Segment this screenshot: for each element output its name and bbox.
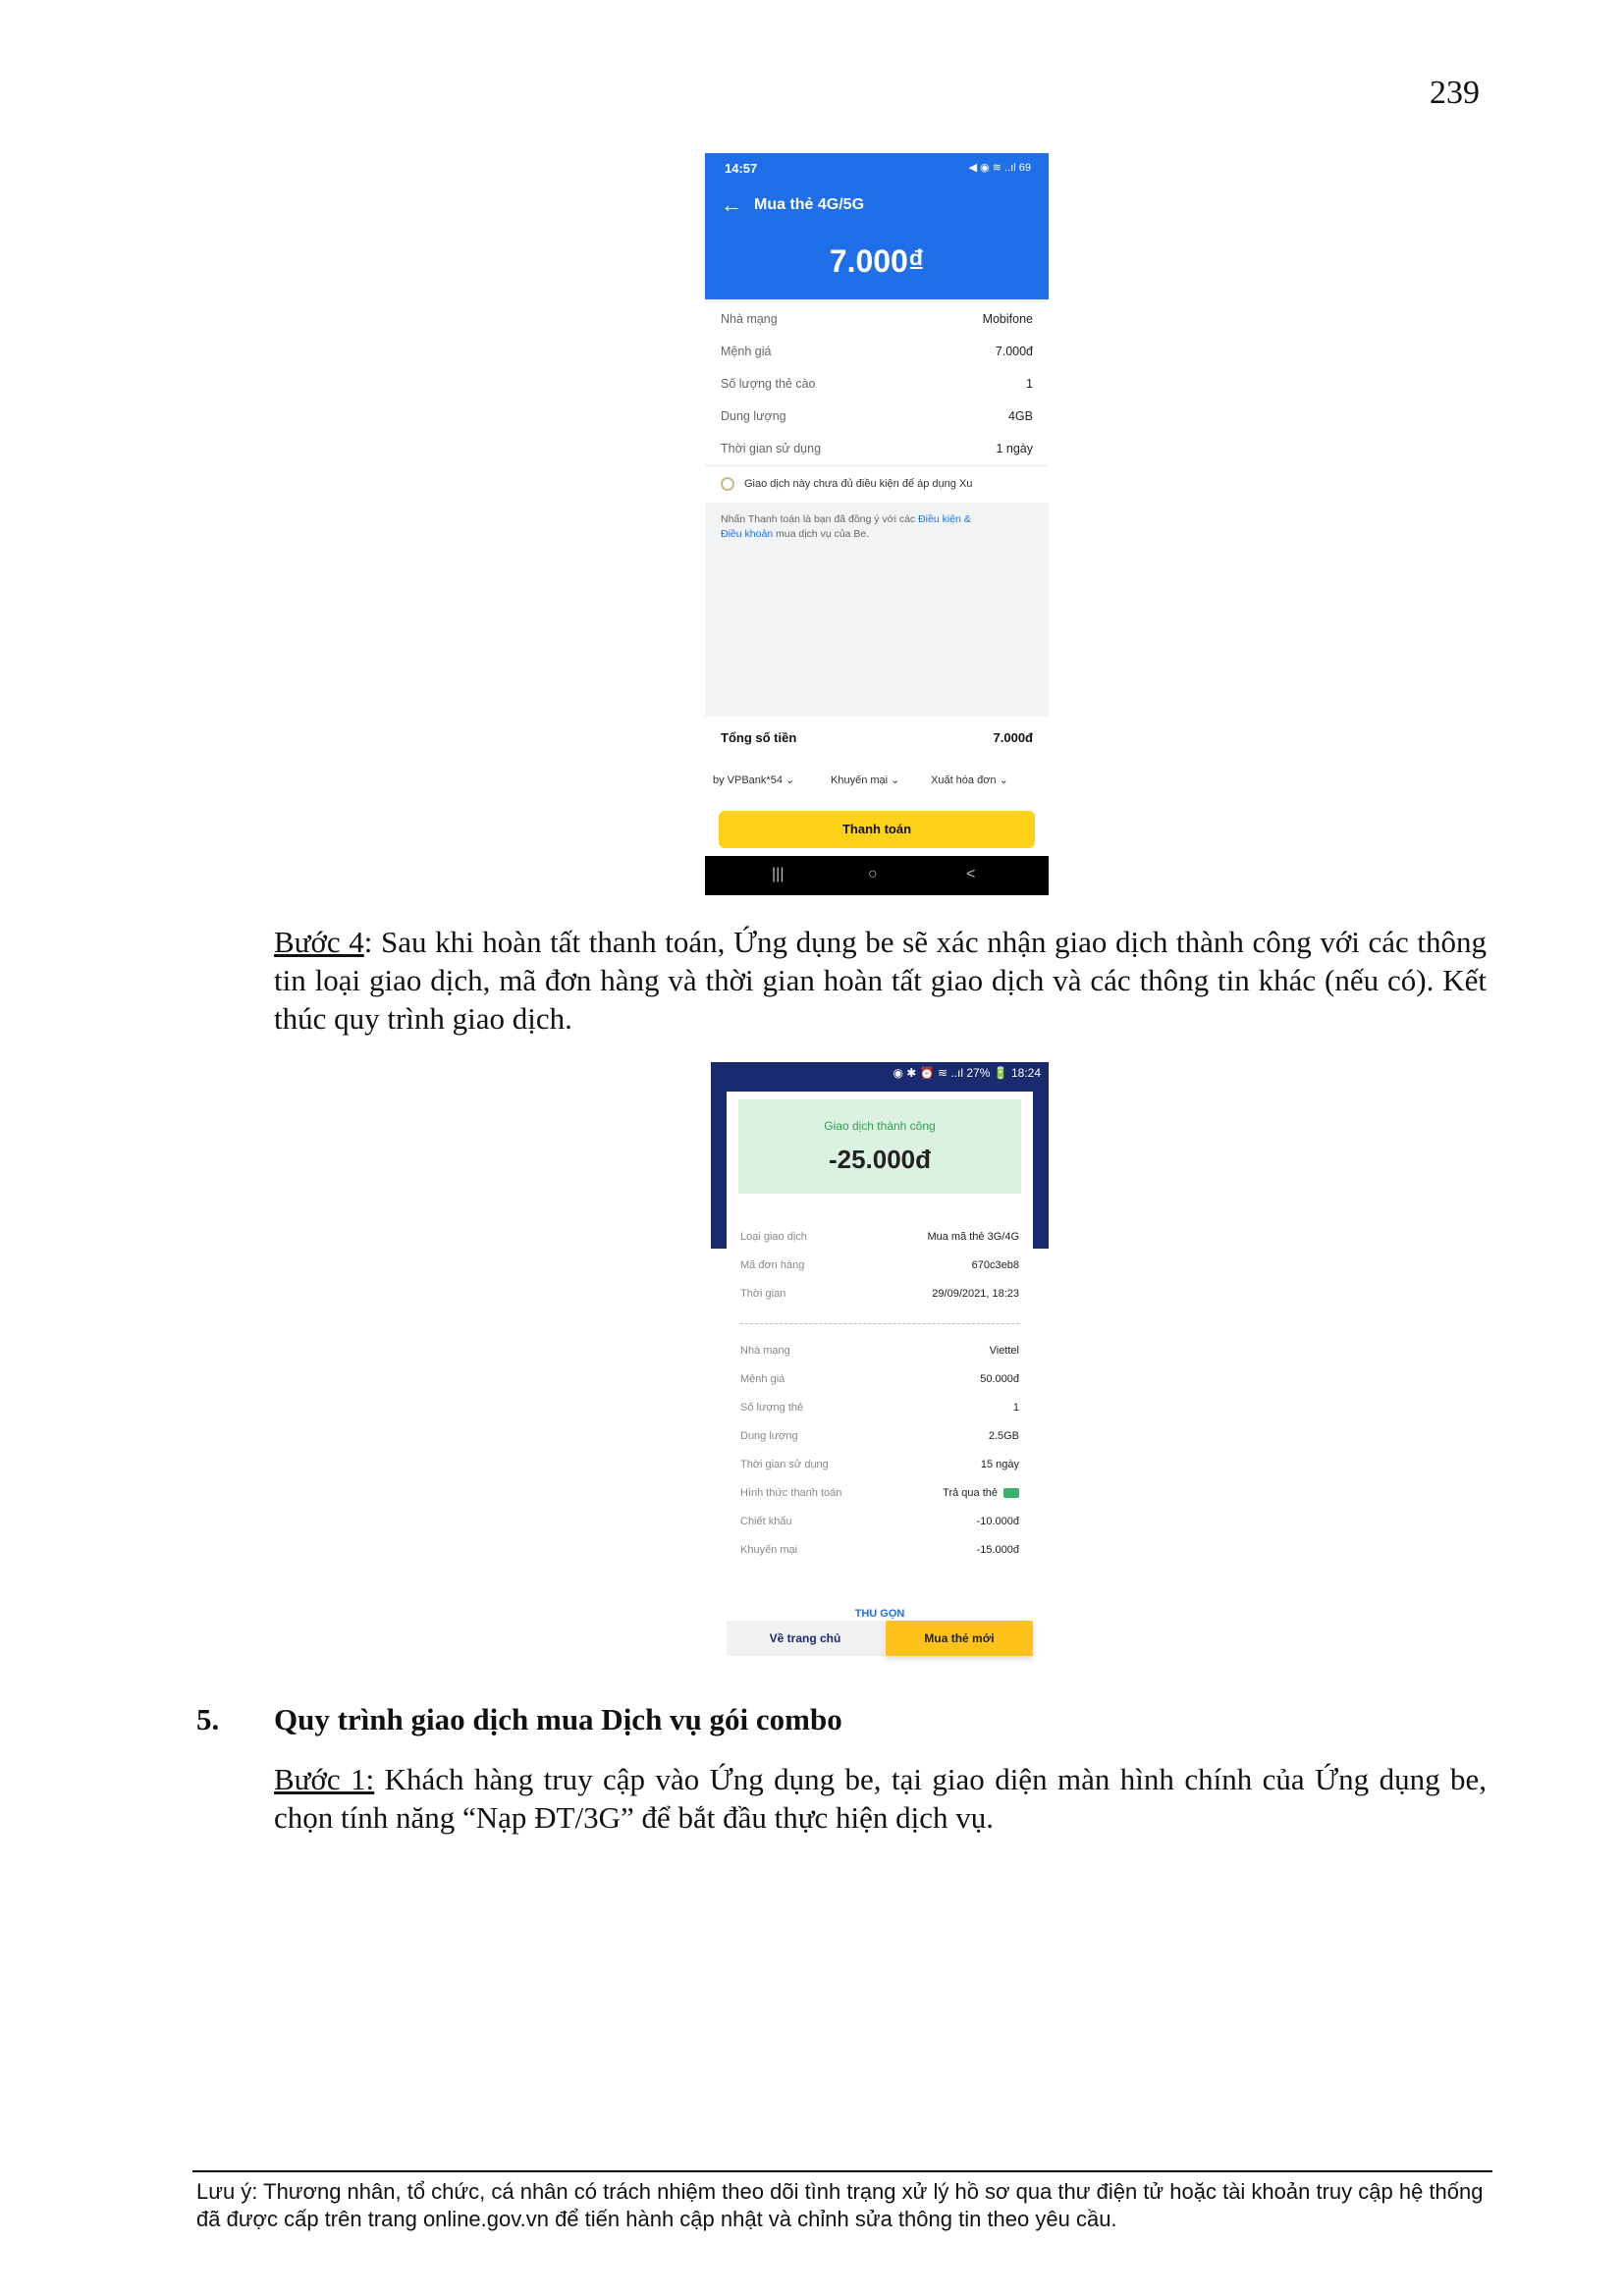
detail-value: 7.000đ	[995, 345, 1033, 358]
receipt-label: Chiết khấu	[740, 1516, 792, 1527]
dashed-divider	[740, 1323, 1019, 1324]
detail-row	[705, 302, 1049, 335]
detail-list	[705, 302, 1049, 464]
detail-value: Mobifone	[982, 312, 1033, 326]
receipt-value: Viettel	[989, 1345, 1019, 1357]
home-icon[interactable]: ○	[868, 866, 878, 882]
receipt-value: -15.000đ	[976, 1544, 1019, 1556]
total-label: Tổng số tiền	[721, 730, 797, 745]
detail-label: Thời gian sử dụng	[721, 442, 822, 455]
step1-label: Bước 1:	[274, 1762, 375, 1796]
receipt-label: Hình thức thanh toán	[740, 1487, 842, 1499]
screen-title: Mua thẻ 4G/5G	[754, 196, 865, 213]
xu-notice	[705, 467, 1049, 503]
receipt-label: Loại giao dịch	[740, 1231, 807, 1243]
collapse-link[interactable]: THU GỌN	[854, 1608, 905, 1620]
status-icons: ◀ ◉ ≋ ..ıl 69	[968, 162, 1031, 174]
transaction-amount: -25.000đ	[828, 1145, 932, 1174]
receipt-row	[740, 1459, 1019, 1478]
receipt-value: 2.5GB	[988, 1430, 1019, 1442]
detail-value: 1	[1026, 377, 1033, 391]
section-title: Quy trình giao dịch mua Dịch vụ gói combo	[274, 1702, 842, 1736]
promotion-dropdown[interactable]: Khuyến mại ⌄	[831, 774, 900, 786]
pay-button[interactable]: Thanh toán	[719, 811, 1035, 848]
screenshot-buy-card-4g5g	[705, 153, 1049, 895]
receipt-value: 1	[1012, 1402, 1019, 1414]
receipt-label: Thời gian	[740, 1288, 786, 1300]
detail-label: Nhà mạng	[721, 312, 778, 326]
detail-label: Số lượng thẻ cào	[721, 377, 816, 391]
receipt-value: 15 ngày	[980, 1459, 1019, 1470]
receipt-row	[740, 1487, 1019, 1507]
receipt-row	[740, 1516, 1019, 1535]
android-navbar	[705, 856, 1049, 895]
back-arrow-icon[interactable]: ←	[721, 192, 742, 217]
receipt-row	[740, 1544, 1019, 1564]
section-number: 5.	[196, 1702, 220, 1736]
detail-row	[705, 400, 1049, 432]
terms-link-conditions[interactable]: Điều kiện &	[918, 513, 971, 525]
detail-label: Mệnh giá	[721, 345, 772, 358]
screenshot-transaction-success	[711, 1062, 1049, 1663]
back-nav-icon[interactable]: <	[966, 866, 976, 882]
receipt-label: Dung lượng	[740, 1430, 798, 1442]
receipt-row	[740, 1373, 1019, 1393]
receipt-label: Số lượng thẻ	[740, 1402, 804, 1414]
detail-value: 1 ngày	[996, 442, 1033, 455]
xu-notice-text: Giao dịch này chưa đủ điều kiện để áp dụng Xu	[744, 478, 973, 490]
app-header	[705, 153, 1049, 299]
payment-method-value: Trả qua thẻ	[943, 1487, 998, 1499]
success-label: Giao dịch thành công	[824, 1119, 936, 1133]
receipt-row	[740, 1430, 1019, 1450]
terms-text	[721, 512, 1035, 542]
card-amount: 7.000₫	[829, 243, 925, 279]
terms-prefix: Nhấn Thanh toán là bạn đã đồng ý với các	[721, 513, 919, 525]
coin-icon	[721, 477, 734, 491]
payment-method-dropdown[interactable]: by VPBank*54 ⌄	[713, 774, 795, 786]
step4-text: : Sau khi hoàn tất thanh toán, Ứng dụng be sẽ xác nhận giao dịch thành công với các thông tin loại giao dịch, mã đơn hàng và thời gian hoàn tất giao dịch và các thông tin khác (nếu có). Kết thúc quy trình giao dịch.	[274, 925, 1487, 1036]
terms-suffix: mua dịch vụ của Be.	[773, 528, 870, 540]
detail-value: 4GB	[1007, 409, 1033, 423]
receipt-value: 50.000đ	[980, 1373, 1019, 1385]
step4-paragraph	[274, 923, 1487, 1038]
checkout-panel	[705, 717, 1049, 856]
receipt-value	[943, 1487, 1019, 1499]
receipt-label: Mã đơn hàng	[740, 1259, 805, 1271]
receipt-row	[740, 1345, 1019, 1364]
status-bar: ◉ ✱ ⏰ ≋ ..ıl 27% 🔋 18:24	[893, 1066, 1041, 1080]
step1-paragraph	[274, 1760, 1487, 1837]
footer-divider	[192, 2170, 1492, 2172]
receipt-value: Mua mã thẻ 3G/4G	[927, 1231, 1019, 1243]
detail-row	[705, 432, 1049, 464]
receipt-card	[727, 1092, 1033, 1631]
receipt-row	[740, 1259, 1019, 1279]
page-number: 239	[1430, 75, 1480, 111]
receipt-label: Mệnh giá	[740, 1373, 785, 1385]
receipt-value: 29/09/2021, 18:23	[932, 1288, 1019, 1300]
receipt-value: 670c3eb8	[971, 1259, 1019, 1271]
detail-row	[705, 367, 1049, 400]
total-value: 7.000đ	[993, 730, 1033, 745]
receipt-label: Khuyến mại	[740, 1544, 798, 1556]
detail-label: Dung lượng	[721, 409, 786, 423]
footer-note: Lưu ý: Thương nhân, tổ chức, cá nhân có trách nhiệm theo dõi tình trạng xử lý hồ sơ qua thư điện tử hoặc tài khoản truy cập hệ thống đã được cấp trên trang online.gov.vn để tiến hành cập nhật và chỉnh sửa thông tin theo yêu cầu.	[196, 2179, 1484, 2231]
receipt-label: Nhà mạng	[740, 1345, 790, 1357]
step4-label: Bước 4	[274, 925, 364, 959]
invoice-dropdown[interactable]: Xuất hóa đơn ⌄	[931, 774, 1008, 786]
step1-text: Khách hàng truy cập vào Ứng dụng be, tại giao diện màn hình chính của Ứng dụng be, chọn tính năng “Nạp ĐT/3G” để bắt đầu thực hiện dịch vụ.	[274, 1762, 1488, 1835]
success-banner	[738, 1099, 1021, 1194]
receipt-label: Thời gian sử dụng	[740, 1459, 829, 1470]
buy-new-card-button[interactable]: Mua thẻ mới	[886, 1621, 1033, 1656]
detail-row	[705, 335, 1049, 367]
terms-link-rules[interactable]: Điều khoản	[721, 528, 774, 540]
receipt-row	[740, 1402, 1019, 1421]
receipt-row	[740, 1288, 1019, 1308]
receipt-value: -10.000đ	[976, 1516, 1019, 1527]
home-button[interactable]: Về trang chủ	[727, 1621, 884, 1656]
receipt-row	[740, 1231, 1019, 1251]
credit-card-icon	[1003, 1488, 1019, 1498]
status-time: 14:57	[725, 161, 758, 176]
recent-apps-icon[interactable]: |||	[772, 866, 785, 882]
